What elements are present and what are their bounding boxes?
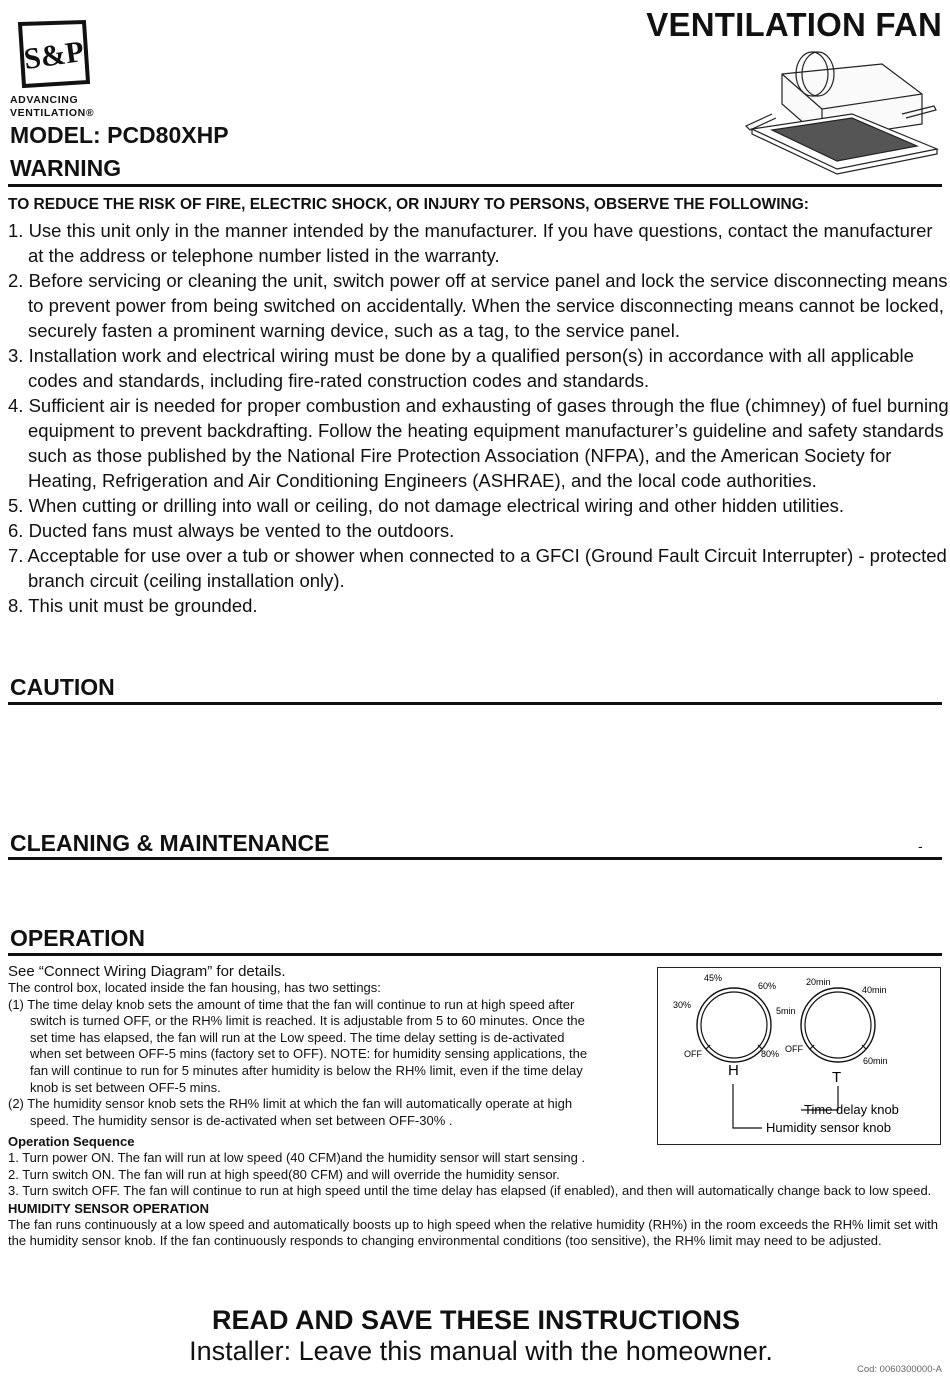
humidity-caption: Humidity sensor knob bbox=[766, 1120, 891, 1135]
control-box-text: The control box, located inside the fan housing, has two settings: bbox=[8, 980, 381, 995]
document-code: Cod: 0060300000-A bbox=[856, 1364, 942, 1375]
warning-item: 1. Use this unit only in the manner intended by the manufacturer. If you have questions, contact the manufacturer at the address or telephone number listed in the warranty. bbox=[8, 220, 933, 266]
cleaning-heading: CLEANING & MAINTENANCE bbox=[10, 830, 330, 856]
humidity-label-30: 30% bbox=[673, 1000, 692, 1010]
caution-heading: CAUTION bbox=[10, 674, 115, 700]
sequence-step: 3. Turn switch OFF. The fan will continue to run at high speed until the time delay has elapsed (if enabled), and then will automatically change back to low speed. bbox=[8, 1183, 932, 1199]
fan-illustration bbox=[742, 44, 942, 184]
read-save-banner: READ AND SAVE THESE INSTRUCTIONS bbox=[211, 1305, 741, 1335]
humidity-label-off: OFF bbox=[684, 1049, 702, 1059]
model-number: MODEL: PCD80XHP bbox=[10, 122, 229, 148]
caution-divider bbox=[8, 702, 942, 705]
brand-logo bbox=[10, 16, 94, 90]
installer-note: Installer: Leave this manual with the homeowner. bbox=[189, 1336, 773, 1366]
humidity-label-60: 60% bbox=[758, 981, 777, 991]
dash-mark: - bbox=[918, 838, 923, 854]
logo-tagline bbox=[10, 94, 94, 120]
sequence-step: 2. Turn switch ON. The fan will run at high speed(80 CFM) and will override the humidity sensor. bbox=[8, 1166, 560, 1182]
warning-item: 8. This unit must be grounded. bbox=[8, 595, 258, 616]
warning-divider bbox=[8, 184, 942, 187]
time-label-40min: 40min bbox=[862, 985, 887, 995]
time-knob-letter: T bbox=[832, 1069, 842, 1086]
time-delay-caption: Time delay knob bbox=[804, 1102, 899, 1117]
knob-diagram bbox=[657, 967, 941, 1145]
operation-divider bbox=[8, 953, 942, 956]
settings-list bbox=[8, 997, 588, 1130]
setting-item: (2) The humidity sensor knob sets the RH% limit at which the fan will automatically operate at high speed. The humidity sensor is de-activated when set between OFF-30% . bbox=[8, 1096, 573, 1128]
time-label-60min: 60min bbox=[863, 1056, 888, 1066]
sequence-list bbox=[8, 1150, 940, 1200]
time-label-20min: 20min bbox=[806, 977, 831, 987]
warning-list bbox=[8, 218, 950, 618]
humidity-operation-text: The fan runs continuously at a low speed and automatically boosts up to high speed when the relative humidity (RH%) in the room exceeds the RH% limit set with the humidity sensor knob. If the fan continuously responds to changing environmental conditions (too sensitive), the RH% limit may need to be adjusted. bbox=[8, 1216, 938, 1249]
sequence-step: 1. Turn power ON. The fan will run at low speed (40 CFM)and the humidity sensor will start sensing . bbox=[8, 1150, 586, 1165]
document-title: VENTILATION FAN bbox=[646, 6, 942, 43]
warning-heading: WARNING bbox=[10, 155, 122, 181]
warning-item: 3. Installation work and electrical wiring must be done by a qualified person(s) in accordance with all applicable codes and standards, including fire-rated construction codes and standards. bbox=[8, 345, 914, 391]
setting-item: (1) The time delay knob sets the amount of time that the fan will continue to run at high speed after switch is turned OFF, or the RH% limit is reached. It is adjustable from 5 to 60 minutes. Once the set time has elapsed, the fan will run at the Low speed. The time delay setting is de-activated when set between OFF-5 mins (factory set to OFF). NOTE: for humidity sensing applications, the fan will continue to run for 5 minutes after humidity is below the RH% limit, even if the time delay knob is set between OFF-5 mins. bbox=[8, 996, 588, 1095]
warning-item: 7. Acceptable for use over a tub or shower when connected to a GFCI (Ground Fault Circuit Interrupter) - protected branch circuit (ceiling installation only). bbox=[8, 545, 947, 591]
humidity-label-45: 45% bbox=[704, 973, 723, 983]
warning-item: 2. Before servicing or cleaning the unit, switch power off at service panel and lock the service disconnecting means to prevent power from being switched on accidentally. When the service disconnecting means cannot be locked, securely fasten a prominent warning device, such as a tag, to the service panel. bbox=[8, 270, 948, 341]
logo-text: S&P bbox=[21, 34, 86, 77]
warning-item: 6. Ducted fans must always be vented to the outdoors. bbox=[8, 520, 455, 541]
see-diagram-note: See “Connect Wiring Diagram” for details. bbox=[8, 963, 286, 980]
humidity-knob bbox=[673, 973, 779, 1079]
humidity-operation-heading: HUMIDITY SENSOR OPERATION bbox=[8, 1200, 210, 1216]
sequence-heading: Operation Sequence bbox=[8, 1134, 135, 1149]
humidity-label-80: 80% bbox=[761, 1049, 780, 1059]
logo-tagline-line2: VENTILATION® bbox=[10, 107, 95, 119]
logo-tagline-line1: ADVANCING bbox=[10, 94, 79, 106]
cleaning-divider bbox=[8, 857, 942, 860]
operation-settings-text bbox=[8, 963, 588, 1129]
warning-item: 4. Sufficient air is needed for proper combustion and exhausting of gases through the flue (chimney) of fuel burning equipment to prevent backdrafting. Follow the heating equipment manufacturer’s guideline and safety standards such as those published by the National Fire Protection Association (NFPA), and the American Society for Heating, Refrigeration and Air Conditioning Engineers (ASHRAE), and the local code authorities. bbox=[8, 395, 949, 491]
time-label-off: OFF bbox=[785, 1044, 803, 1054]
humidity-knob-letter: H bbox=[728, 1062, 739, 1079]
operation-details bbox=[8, 1133, 940, 1250]
operation-heading: OPERATION bbox=[10, 925, 146, 951]
warning-intro: TO REDUCE THE RISK OF FIRE, ELECTRIC SHOCK, OR INJURY TO PERSONS, OBSERVE THE FOLLOWING: bbox=[8, 196, 809, 213]
time-delay-knob bbox=[776, 977, 888, 1086]
warning-item: 5. When cutting or drilling into wall or ceiling, do not damage electrical wiring and other hidden utilities. bbox=[8, 495, 845, 516]
time-label-5min: 5min bbox=[776, 1006, 796, 1016]
